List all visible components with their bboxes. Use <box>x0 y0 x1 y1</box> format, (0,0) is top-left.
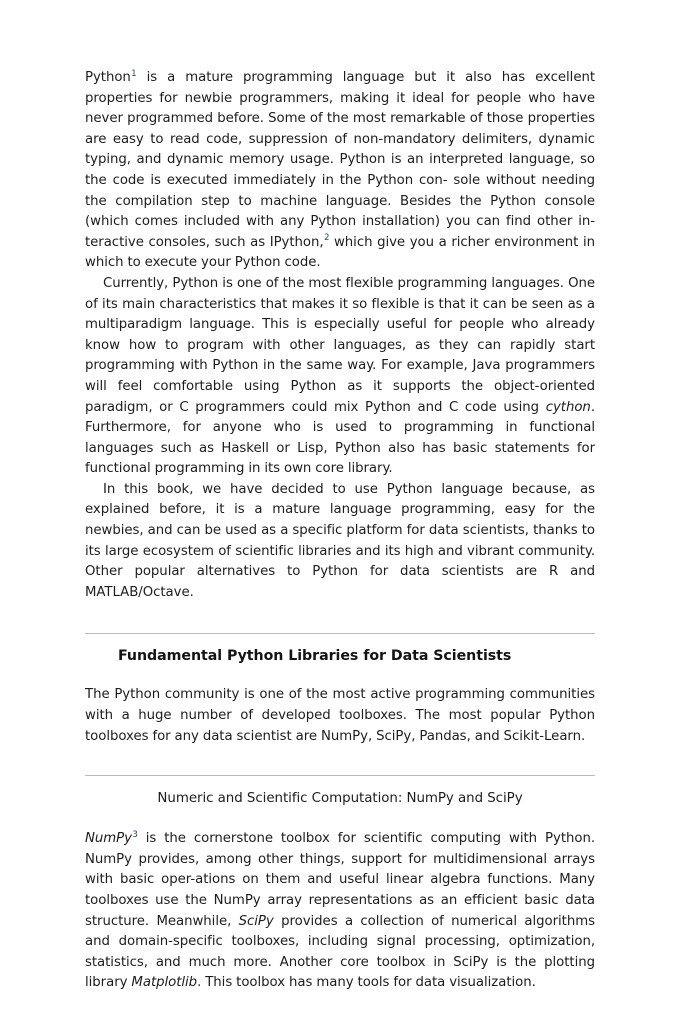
italic-numpy-lead: NumPy <box>85 831 132 847</box>
spacer-before-section-rule <box>85 603 595 633</box>
subsection-heading-numeric-scientific: Numeric and Scientific Computation: NumPy and SciPy <box>157 791 523 807</box>
paragraph-in-this-book: In this book, we have decided to use Python language because, as explained before, it is a mature language programming, easy for the newbies, and can be used as a specific platform for data scientists, thanks to its large ecosystem of scientific libraries and its high and vibrant community. Other popular alternatives to Python for data scientists are R and MATLAB/Octave. <box>85 481 595 600</box>
paragraph-numpy-scipy-part3: . This toolbox has many tools for data visualization. <box>197 975 536 991</box>
paragraph-flexible-language <box>85 274 595 480</box>
paragraph-flexible-language-part1: Currently, Python is one of the most flexible programming languages. One of its main characteristics that makes it so flexible is that it can be seen as a multiparadigm language. This is especially useful for people who already know how to program with other languages, as they can rapidly start programming with Python in the same way. For example, Java programmers will feel comfortable using Python as it supports the object-oriented paradigm, or C programmers could mix Python and C code using <box>85 275 595 415</box>
spacer-before-subsection-rule <box>85 747 595 775</box>
lead-word-python: Python <box>85 70 131 85</box>
footnote-marker-3: 3 <box>132 828 138 839</box>
spacer-subsection-heading-to-paragraph <box>85 809 595 829</box>
spacer-rule-to-section-heading <box>85 634 595 646</box>
footnote-marker-2: 2 <box>324 232 330 243</box>
paragraph-python-intro-body: is a mature programming language but it also has excellent properties for newbie programmers, making it ideal for people who have never programmed before. Some of the most remarkable of those properties are easy to read code, suppression of non-mandatory delimiters, dynamic typing, and dynamic memory usage. Python is an interpreted language, so the code is executed immediately in the Python con- sole without needing the compilation step to machine language. Besides the Python console (which comes included with any Python installation) you can find other in-teractive consoles, such as IPython, <box>85 70 595 250</box>
paragraph-python-intro-tail: which give you a richer environment in which to execute your Python code. <box>85 234 595 271</box>
italic-cython: cython <box>545 399 591 415</box>
paragraph-numpy-scipy <box>85 829 595 994</box>
footnote-marker-1: 1 <box>131 67 137 78</box>
paragraph-python-community: The Python community is one of the most active programming communities with a huge number of developed toolboxes. The most popular Python toolboxes for any data scientist are NumPy, SciPy, Pandas, and Scikit-Learn. <box>85 687 595 744</box>
paragraph-numpy-scipy-part2: provides a collection of numerical algorithms and domain-specific toolboxes, including signal processing, optimization, statistics, and much more. Another core toolbox in SciPy is the plotting library <box>85 913 595 991</box>
paragraph-flexible-language-part2: . Furthermore, for anyone who is used to programming in functional languages such as Haskell or Lisp, Python also has basic statements for functional programming in its own core library. <box>85 399 595 477</box>
paragraph-python-intro <box>85 68 595 274</box>
spacer-rule-to-subsection-heading <box>85 776 595 789</box>
italic-scipy: SciPy <box>238 913 274 929</box>
spacer-section-heading-to-paragraph <box>85 666 595 685</box>
section-heading-fundamental-libraries: Fundamental Python Libraries for Data Scientists <box>118 648 512 665</box>
page-content <box>85 68 595 994</box>
paragraph-numpy-scipy-part1: is the cornerstone toolbox for scientific computing with Python. NumPy provides, among other things, support for multidimensional arrays with basic oper-ations on them and useful linear algebra functions. Many toolboxes use the NumPy array representations as an efficient basic data structure. Meanwhile, <box>85 831 595 929</box>
italic-matplotlib: Matplotlib <box>131 975 198 991</box>
